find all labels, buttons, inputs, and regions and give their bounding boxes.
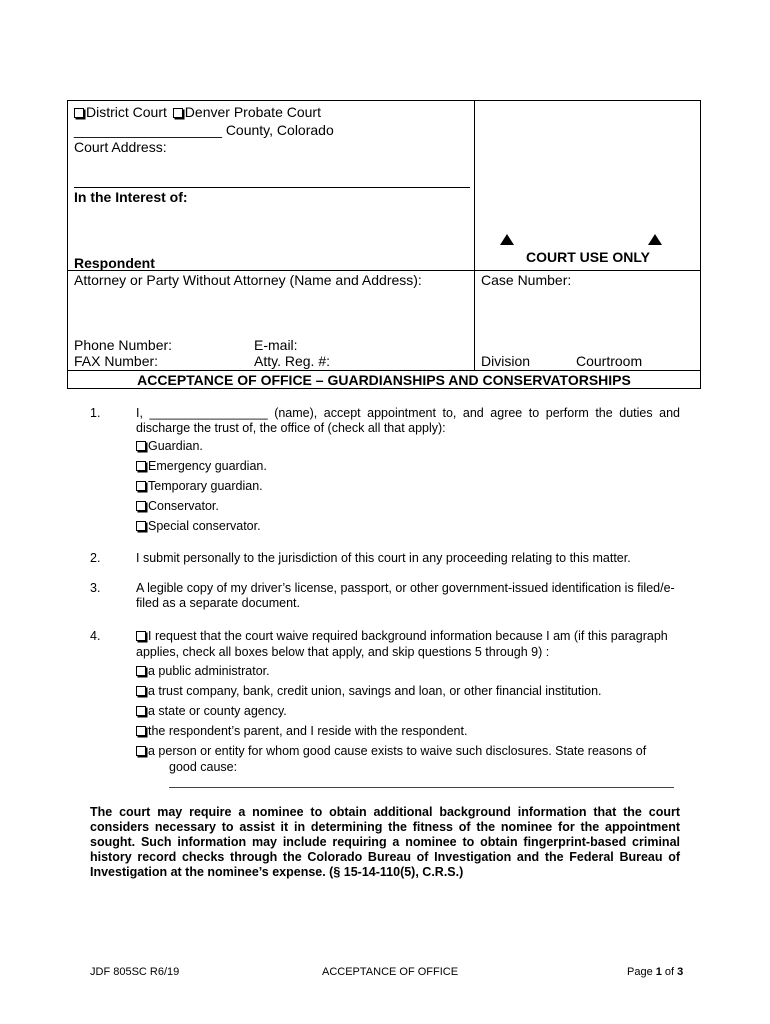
checkbox-temporary-guardian[interactable] <box>136 481 146 491</box>
courtroom-label: Courtroom <box>576 353 643 369</box>
checkbox-good-cause[interactable] <box>136 746 146 756</box>
checkbox-conservator[interactable] <box>136 501 146 511</box>
checkbox-trust-company[interactable] <box>136 686 146 696</box>
item4-line1 <box>136 629 680 644</box>
item3-number: 3. <box>90 581 101 595</box>
email-label: E-mail: <box>254 337 298 353</box>
item4-line1-text: I request that the court waive required background information because I am (if this paragraph <box>148 629 668 643</box>
item4-number: 4. <box>90 629 101 643</box>
option-label: Special conservator. <box>148 519 261 533</box>
checkbox-respondent-parent[interactable] <box>136 726 146 736</box>
checkbox-waive-background[interactable] <box>136 631 146 641</box>
case-number-label: Case Number: <box>481 272 572 288</box>
item2-text: I submit personally to the jurisdiction of this court in any proceeding relating to this matter. <box>136 551 631 565</box>
item4-option-good-cause <box>136 744 680 759</box>
item1-option-guardian <box>136 439 203 454</box>
item4-option-public-admin <box>136 664 270 679</box>
county-line: ___________________ County, Colorado <box>74 122 334 138</box>
title-rule <box>67 370 701 371</box>
footer-form-id: JDF 805SC R6/19 <box>90 966 180 978</box>
fax-label: FAX Number: <box>74 353 159 369</box>
good-cause-input-line[interactable] <box>169 787 674 788</box>
attorney-label: Attorney or Party Without Attorney (Name and Address): <box>74 272 422 288</box>
court-options <box>74 104 321 121</box>
court-address-label: Court Address: <box>74 139 167 155</box>
item1-option-emergency <box>136 459 267 474</box>
item2-number: 2. <box>90 551 101 565</box>
attorney-rule <box>67 270 701 271</box>
option-label: a trust company, bank, credit union, savings and loan, or other financial institution. <box>148 684 602 698</box>
checkbox-special-conservator[interactable] <box>136 521 146 531</box>
notice-line2: considers necessary to assist it in determining the fitness of the nominee for the appointment <box>90 820 680 834</box>
option-label: Guardian. <box>148 439 203 453</box>
denver-probate-court-label: Denver Probate Court <box>184 104 321 120</box>
notice-line3: sought. Such information may include requiring a nominee to obtain fingerprint-based criminal <box>90 835 680 849</box>
notice-line1: The court may require a nominee to obtain additional background information that the court <box>90 805 680 819</box>
option-label: Conservator. <box>148 499 219 513</box>
option-label: a public administrator. <box>148 664 270 678</box>
option-label: the respondent’s parent, and I reside with the respondent. <box>148 724 468 738</box>
item4-option-parent <box>136 724 467 739</box>
triangle-right-icon <box>648 234 662 245</box>
option-label: Temporary guardian. <box>148 479 263 493</box>
good-cause-label: good cause: <box>169 760 238 774</box>
option-label: a state or county agency. <box>148 704 287 718</box>
phone-label: Phone Number: <box>74 337 173 353</box>
court-use-only: COURT USE ONLY <box>526 249 650 265</box>
page-prefix: Page <box>627 966 656 978</box>
division-label: Division <box>481 353 531 369</box>
item4-option-agency <box>136 704 287 719</box>
option-label: Emergency guardian. <box>148 459 267 473</box>
item4-line2: applies, check all boxes below that apply, and skip questions 5 through 9) : <box>136 645 550 659</box>
item1-line2: discharge the trust of, the office of (check all that apply): <box>136 421 446 435</box>
caption-divider <box>474 100 475 370</box>
page-total: 3 <box>677 966 684 978</box>
notice-line5: Investigation at the nominee’s expense. (§ 15-14-110(5), C.R.S.) <box>90 865 464 879</box>
checkbox-public-administrator[interactable] <box>136 666 146 676</box>
checkbox-state-county-agency[interactable] <box>136 706 146 716</box>
checkbox-denver-probate-court[interactable] <box>173 108 183 118</box>
footer-page-number <box>627 966 683 979</box>
checkbox-emergency-guardian[interactable] <box>136 461 146 471</box>
checkbox-guardian[interactable] <box>136 441 146 451</box>
item3-line1: A legible copy of my driver’s license, passport, or other government-issued identification is filed/e- <box>136 581 675 595</box>
page-current: 1 <box>655 966 662 978</box>
item1-option-temporary <box>136 479 263 494</box>
item1-option-conservator <box>136 499 219 514</box>
item1-line1: I, _________________ (name), accept appointment to, and agree to perform the duties and <box>136 406 680 420</box>
respondent-label: Respondent <box>74 255 155 271</box>
interest-rule <box>74 187 470 188</box>
atty-reg-label: Atty. Reg. #: <box>254 353 330 369</box>
item1-number: 1. <box>90 406 101 420</box>
interest-label: In the Interest of: <box>74 189 188 205</box>
background-notice <box>90 805 680 880</box>
page-of: of <box>661 966 678 978</box>
triangle-left-icon <box>500 234 514 245</box>
item3-line2: filed as a separate document. <box>136 596 300 610</box>
option-label: a person or entity for whom good cause exists to waive such disclosures. State reasons of <box>148 744 647 758</box>
item1-option-special <box>136 519 261 534</box>
form-title: ACCEPTANCE OF OFFICE – GUARDIANSHIPS AND CONSERVATORSHIPS <box>137 372 631 388</box>
item4-option-trust-company <box>136 684 602 699</box>
checkbox-district-court[interactable] <box>74 108 84 118</box>
notice-line4: history record checks through the Colorado Bureau of Investigation and the Federal Bureau of <box>90 850 680 864</box>
footer-title: ACCEPTANCE OF OFFICE <box>322 966 459 978</box>
district-court-label: District Court <box>86 104 167 120</box>
